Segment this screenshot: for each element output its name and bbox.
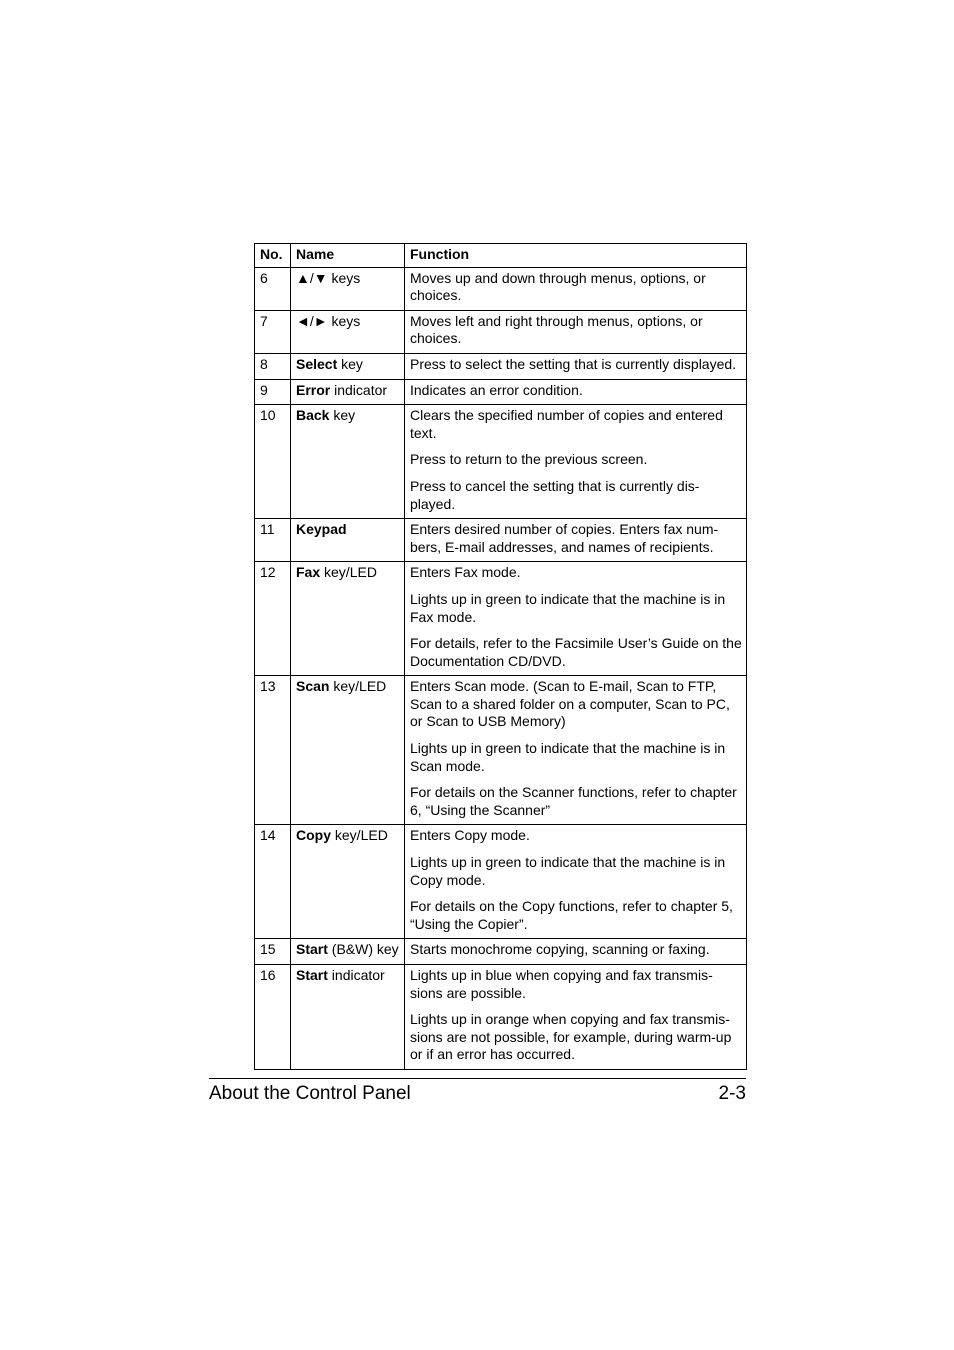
row-name-bold: Copy [296, 827, 331, 844]
row-name-rest: key [329, 407, 356, 424]
row-name [291, 310, 405, 353]
row-function [405, 310, 747, 353]
function-paragraph: For details on the Scanner functions, refer to chapter 6, “Using the Scanner” [410, 784, 737, 818]
function-paragraph: Moves left and right through menus, options, or choices. [410, 312, 703, 347]
function-paragraph: Lights up in blue when copying and fax transmis-sions are possible. [410, 967, 713, 1001]
row-name-rest: key/LED [329, 678, 387, 695]
row-name-rest: key/LED [320, 564, 377, 581]
row-name [291, 676, 405, 825]
function-paragraph: Lights up in orange when copying and fax transmis-sions are not possible, for example, during warm-up or if an error has occurred. [410, 1011, 732, 1063]
row-number: 11 [255, 519, 291, 562]
row-name [291, 379, 405, 405]
footer-rule [209, 1078, 746, 1079]
row-name-bold: Error [296, 381, 331, 398]
function-paragraph: Enters desired number of copies. Enters fax num-bers, E-mail addresses, and names of recipients. [410, 521, 719, 555]
table-row [255, 267, 747, 310]
row-name-rest: (B&W) key [327, 941, 399, 958]
row-number: 7 [255, 310, 291, 353]
row-number: 13 [255, 676, 291, 825]
row-name-bold: Keypad [296, 521, 347, 538]
table-body [255, 267, 747, 1069]
row-name-bold: Fax [296, 564, 321, 581]
row-function [405, 267, 747, 310]
table-row [255, 965, 747, 1070]
row-number: 10 [255, 405, 291, 519]
function-paragraph: For details, refer to the Facsimile User’s Guide on the Documentation CD/DVD. [410, 635, 742, 669]
function-paragraph: Lights up in green to indicate that the machine is in Fax mode. [410, 590, 726, 625]
function-paragraph: Starts monochrome copying, scanning or faxing. [410, 941, 710, 958]
row-function [405, 825, 747, 939]
table-header-row [255, 244, 747, 268]
table-row [255, 353, 747, 379]
row-name [291, 267, 405, 310]
function-paragraph: Press to return to the previous screen. [410, 451, 648, 468]
row-name-bold: Start [296, 941, 328, 958]
function-paragraph: Press to cancel the setting that is currently dis-played. [410, 477, 700, 512]
row-name-rest: indicator [327, 967, 385, 983]
row-number: 12 [255, 562, 291, 676]
row-name [291, 519, 405, 562]
row-function [405, 562, 747, 676]
function-paragraph: Moves up and down through menus, options, or choices. [410, 269, 706, 304]
row-name [291, 825, 405, 939]
function-paragraph: Enters Fax mode. [410, 564, 521, 581]
row-name-rest: key [337, 355, 363, 372]
row-function [405, 965, 747, 1070]
table-row [255, 562, 747, 676]
row-number: 16 [255, 965, 291, 1070]
row-function [405, 939, 747, 965]
header-name: Name [291, 244, 405, 268]
function-paragraph: Clears the specified number of copies and entered text. [410, 407, 723, 441]
row-name [291, 405, 405, 519]
table-row [255, 939, 747, 965]
row-name-rest: ▲/▼ keys [296, 269, 361, 286]
table-row [255, 519, 747, 562]
table-row [255, 676, 747, 825]
table-row [255, 310, 747, 353]
header-no: No. [255, 244, 291, 268]
table-row [255, 379, 747, 405]
row-number: 9 [255, 379, 291, 405]
row-function [405, 379, 747, 405]
row-name [291, 562, 405, 676]
row-name-bold: Scan [296, 678, 330, 695]
row-function [405, 519, 747, 562]
row-name-bold: Select [296, 355, 338, 372]
control-panel-function-table [254, 243, 747, 1070]
function-paragraph: Lights up in green to indicate that the machine is in Copy mode. [410, 854, 726, 888]
function-paragraph: Enters Copy mode. [410, 827, 530, 844]
row-name-rest: indicator [330, 381, 388, 398]
row-name-bold: Start [296, 967, 328, 983]
row-name [291, 939, 405, 965]
row-name [291, 965, 405, 1070]
function-paragraph: Press to select the setting that is currently displayed. [410, 355, 737, 372]
row-name-bold: Back [296, 407, 330, 424]
row-number: 6 [255, 267, 291, 310]
row-name-rest: ◄/► keys [296, 312, 361, 329]
function-paragraph: Enters Scan mode. (Scan to E-mail, Scan to FTP, Scan to a shared folder on a computer, Scan to PC, or Scan to USB Memory) [410, 678, 730, 730]
row-function [405, 676, 747, 825]
row-number: 15 [255, 939, 291, 965]
function-paragraph: Indicates an error condition. [410, 381, 583, 398]
row-number: 14 [255, 825, 291, 939]
table-row [255, 825, 747, 939]
row-number: 8 [255, 353, 291, 379]
table-row [255, 405, 747, 519]
row-name-rest: key/LED [331, 827, 388, 844]
footer-section-title: About the Control Panel [209, 1083, 411, 1104]
row-function [405, 405, 747, 519]
function-paragraph: Lights up in green to indicate that the machine is in Scan mode. [410, 740, 726, 774]
header-function: Function [405, 244, 747, 268]
row-function [405, 353, 747, 379]
footer-page-number: 2-3 [718, 1083, 746, 1104]
row-name [291, 353, 405, 379]
function-paragraph: For details on the Copy functions, refer to chapter 5, “Using the Copier”. [410, 898, 733, 932]
